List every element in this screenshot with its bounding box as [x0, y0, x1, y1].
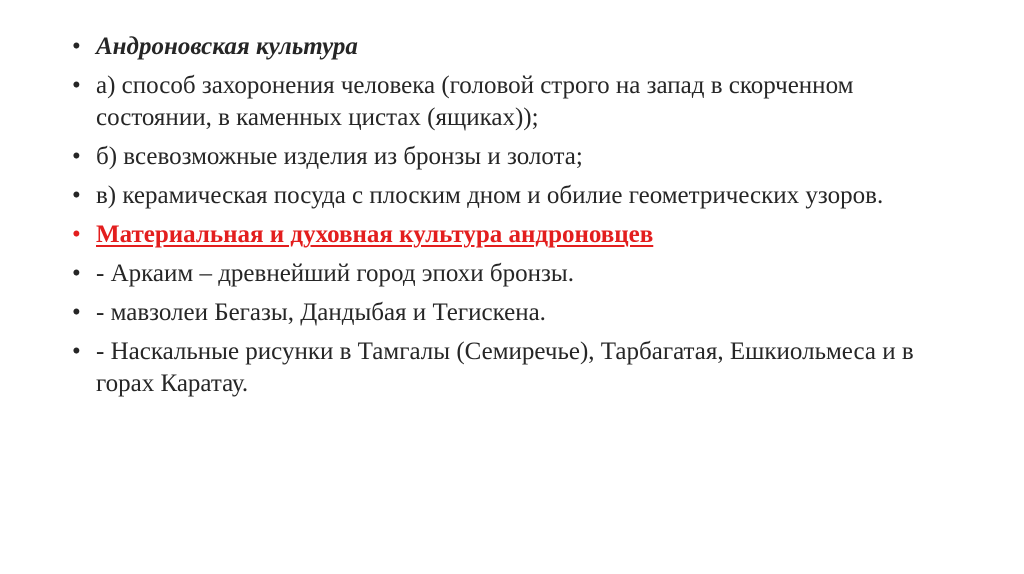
- list-item: [72, 336, 952, 400]
- list-item-text: а) способ захоронения человека (головой строго на запад в скорченном состоянии, в каменных цистах (ящиках));: [96, 72, 854, 131]
- list-item-text: в) керамическая посуда с плоским дном и обилие геометрических узоров.: [96, 182, 884, 209]
- bullet-icon: •: [72, 143, 81, 170]
- list-item: [72, 297, 952, 329]
- list-item-text: - Наскальные рисунки в Тамгалы (Семиречье), Тарбагатая, Ешкиольмеса и в горах Каратау.: [96, 338, 914, 397]
- list-item-subheading: [72, 219, 952, 251]
- list-item-text: - мавзолеи Бегазы, Дандыбая и Тегискена.: [96, 299, 546, 326]
- list-item: [72, 141, 952, 173]
- list-item-text: - Аркаим – древнейший город эпохи бронзы.: [96, 260, 574, 287]
- bullet-icon: •: [72, 182, 81, 209]
- bullet-icon: •: [72, 338, 81, 365]
- list-item-heading: [72, 31, 952, 63]
- bullet-icon: •: [72, 260, 81, 287]
- bullet-list: [72, 31, 952, 407]
- bullet-icon: •: [72, 299, 81, 326]
- list-item: [72, 180, 952, 212]
- bullet-icon: •: [72, 221, 81, 248]
- section-subheading: Материальная и духовная культура андроновцев: [96, 221, 654, 248]
- section-heading: Андроновская культура: [96, 33, 358, 60]
- list-item-text: б) всевозможные изделия из бронзы и золота;: [96, 143, 583, 170]
- list-item: [72, 258, 952, 290]
- bullet-icon: •: [72, 33, 81, 60]
- bullet-icon: •: [72, 72, 81, 99]
- list-item: [72, 70, 952, 134]
